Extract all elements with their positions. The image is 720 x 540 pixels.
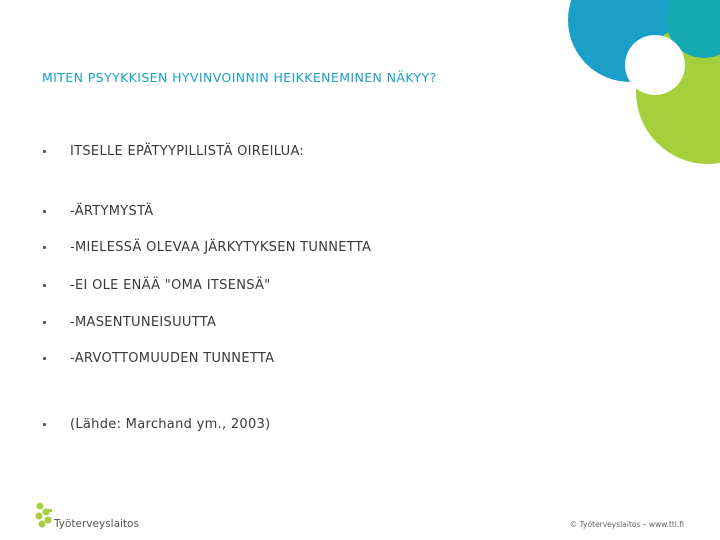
bullet-text: -ÄRTYMYSTÄ (70, 204, 154, 219)
footer-copyright: © Työterveyslaitos – www.ttl.fi (569, 520, 684, 529)
bullet-dot-icon (43, 423, 46, 426)
bullet-dot-icon (43, 321, 46, 324)
bullet-text: -ARVOTTOMUUDEN TUNNETTA (70, 351, 275, 366)
bullet-dot-icon (43, 210, 46, 213)
bullet-text: -EI OLE ENÄÄ "OMA ITSENSÄ" (70, 278, 271, 293)
bullet-text: -MIELESSÄ OLEVAA JÄRKYTYKSEN TUNNETTA (70, 240, 372, 255)
bullet-dot-icon (43, 246, 46, 249)
logo-wordmark: Työterveyslaitos (54, 518, 139, 530)
bullet-dot-icon (43, 284, 46, 287)
bullet-dot-icon (43, 150, 46, 153)
slide-title: MITEN PSYYKKISEN HYVINVOINNIN HEIKKENEMINEN NÄKYY? (42, 70, 437, 85)
bullet-text: -MASENTUNEISUUTTA (70, 315, 217, 330)
bullet-dot-icon (43, 357, 46, 360)
bullet-text: (Lähde: Marchand ym., 2003) (70, 417, 271, 432)
bullet-text: ITSELLE EPÄTYYPILLISTÄ OIREILUA: (70, 144, 305, 159)
